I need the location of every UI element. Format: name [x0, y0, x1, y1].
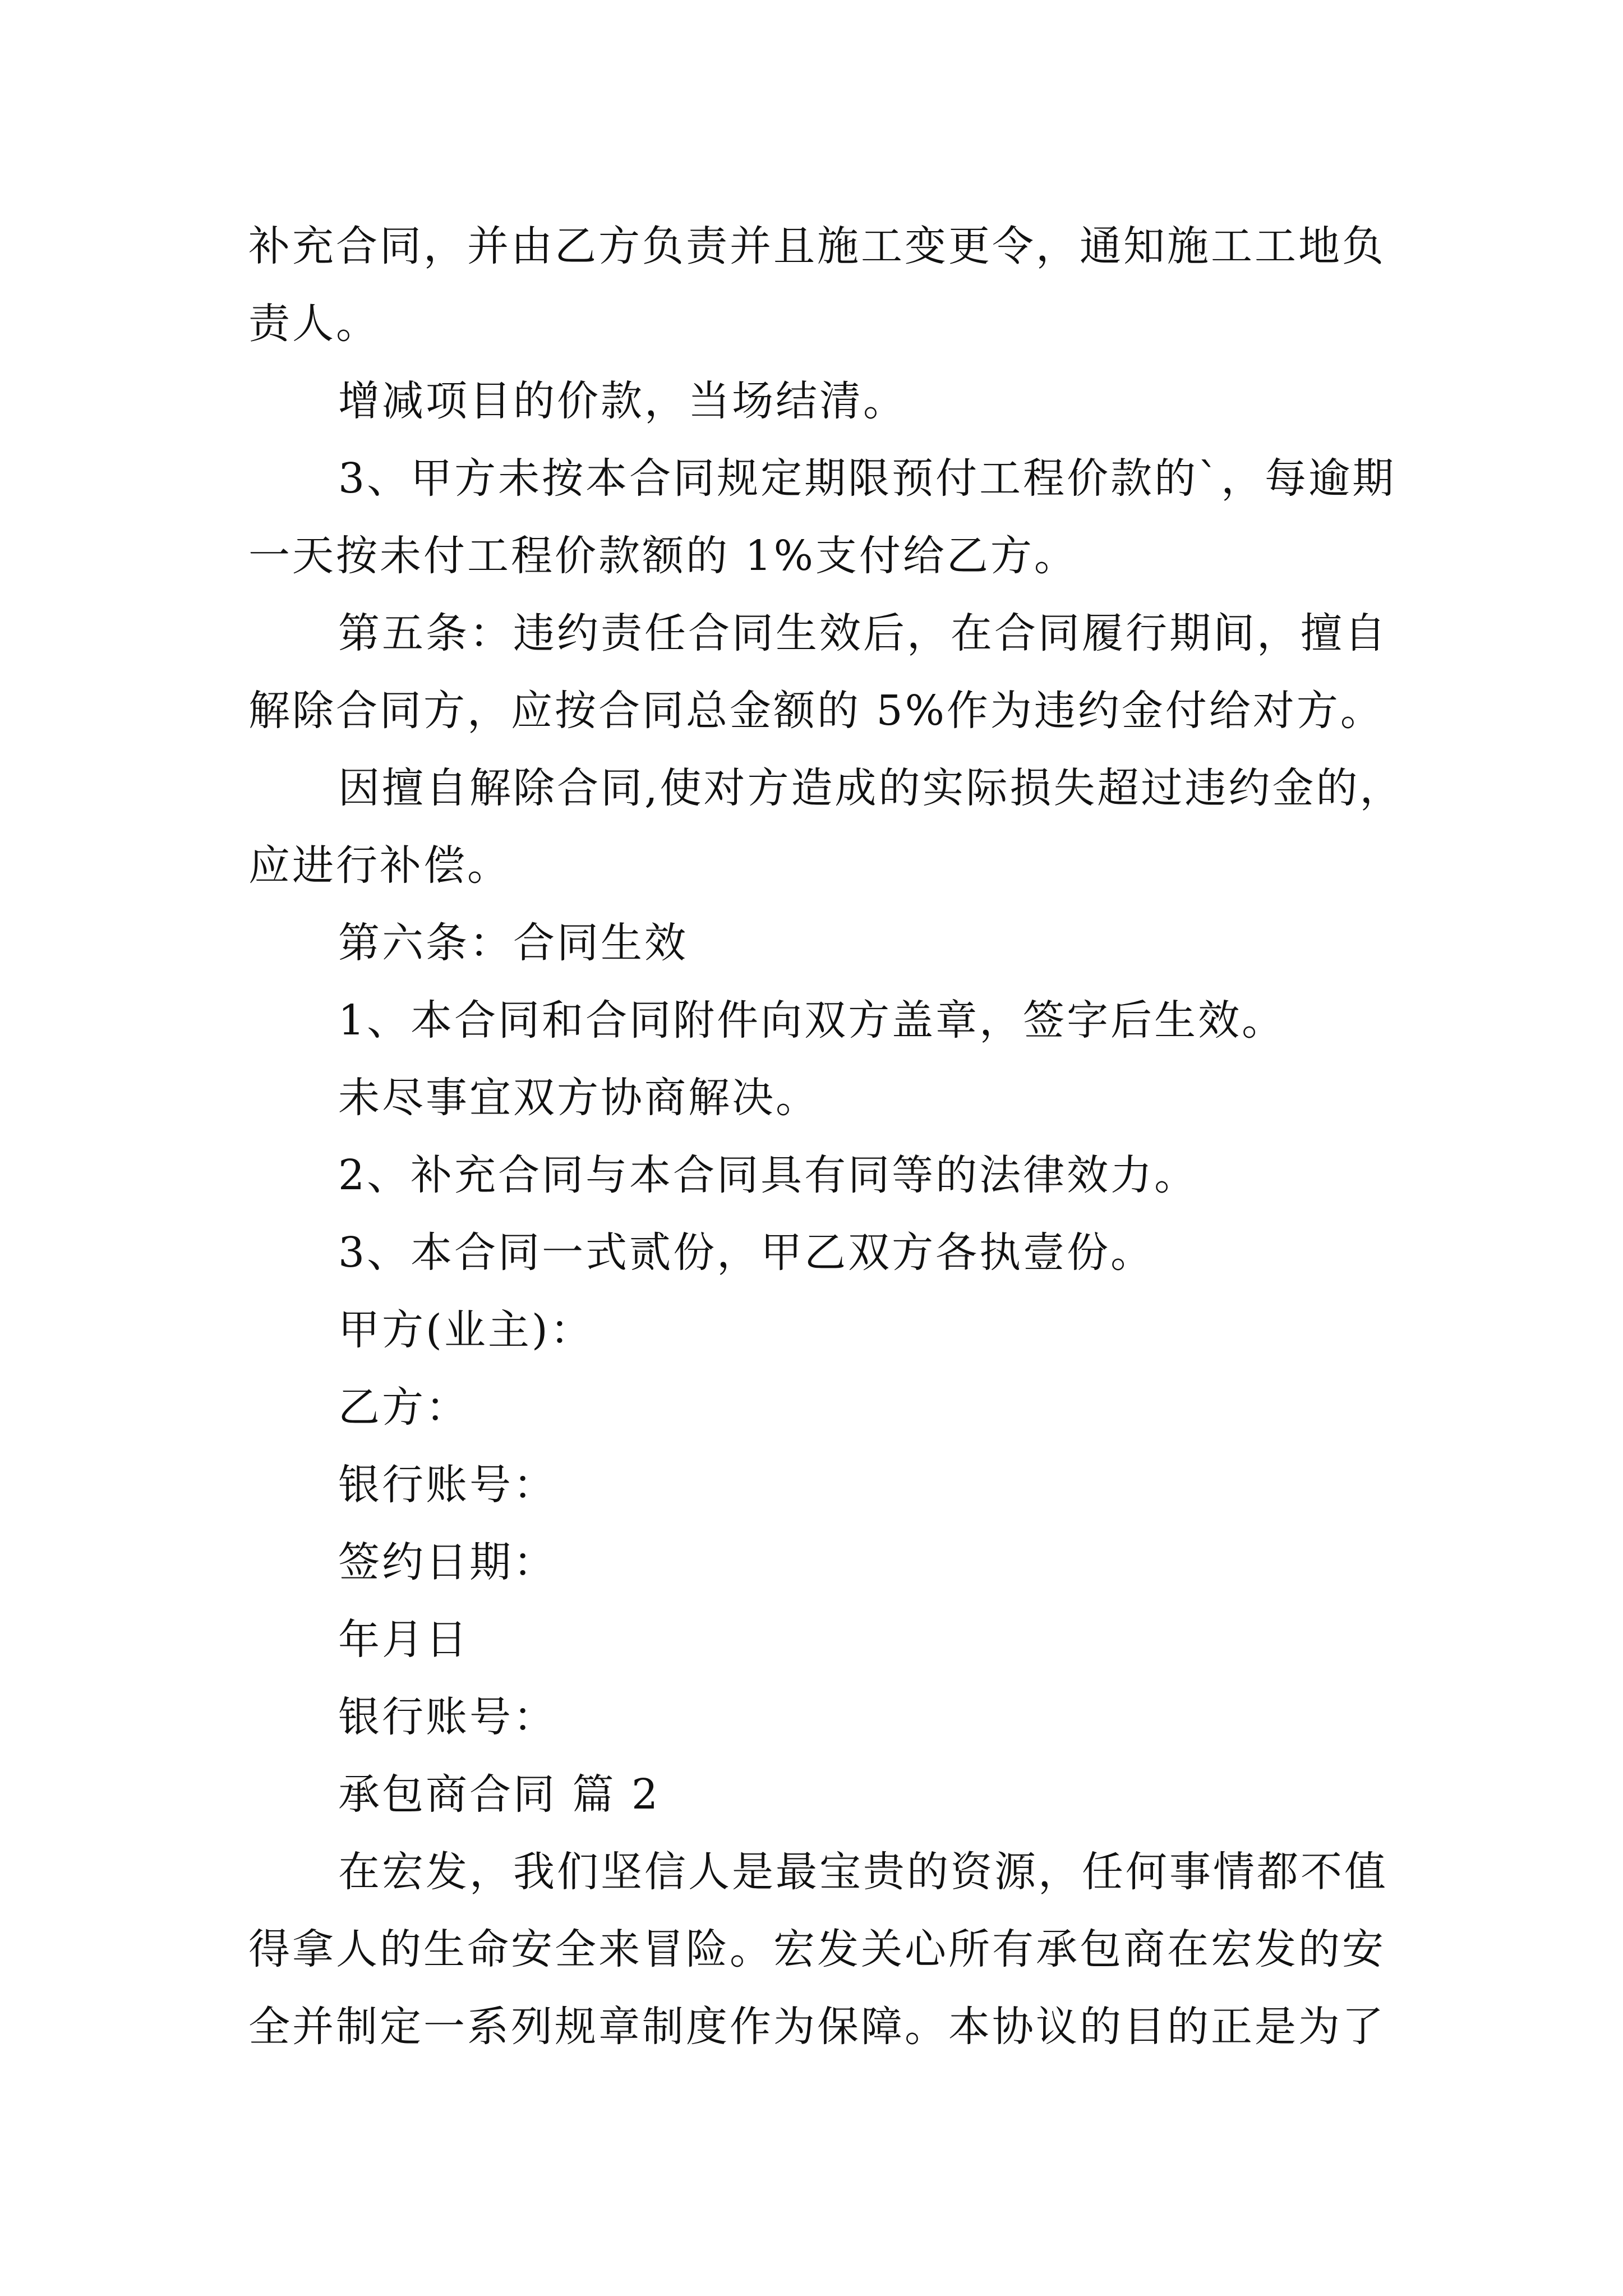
text-line: 2、补充合同与本合同具有同等的法律效力。: [338, 1151, 1198, 1199]
text-line: 第五条：违约责任合同生效后，在合同履行期间，擅自: [338, 609, 1388, 657]
section-title: 承包商合同 篇 2: [338, 1770, 661, 1819]
signature-field-party-a: 甲方(业主)：: [338, 1306, 594, 1354]
text-line: 因擅自解除合同,使对方造成的实际损失超过违约金的，: [338, 764, 1404, 812]
text-line: 1、本合同和合同附件向双方盖章，签字后生效。: [338, 996, 1286, 1045]
bank-account-field: 银行账号：: [338, 1461, 557, 1509]
text-line: 解除合同方，应按合同总金额的 5%作为违约金付给对方。: [248, 687, 1384, 735]
text-line: 3、甲方未按本合同规定期限预付工程价款的`，每逾期: [338, 454, 1396, 503]
text-line: 责人。: [248, 300, 380, 348]
text-line: 全并制定一系列规章制度作为保障。本协议的目的正是为了: [248, 2003, 1386, 2051]
section-heading: 第六条：合同生效: [338, 919, 688, 967]
text-line: 未尽事宜双方协商解决。: [338, 1074, 819, 1122]
text-line: 补充合同，并由乙方负责并且施工变更令，通知施工工地负: [248, 222, 1386, 270]
text-line: 增减项目的价款，当场结清。: [338, 377, 907, 425]
date-field: 年月日: [338, 1616, 469, 1664]
text-line: 3、本合同一式贰份，甲乙双方各执壹份。: [338, 1228, 1155, 1277]
signing-date-field: 签约日期：: [338, 1538, 557, 1586]
signature-field-party-b: 乙方：: [338, 1383, 469, 1432]
text-line: 一天按未付工程价款额的 1%支付给乙方。: [248, 532, 1078, 580]
text-line: 在宏发，我们坚信人是最宝贵的资源，任何事情都不值: [338, 1848, 1388, 1896]
document-body: [248, 208, 1404, 2065]
text-line: 得拿人的生命安全来冒险。宏发关心所有承包商在宏发的安: [248, 1925, 1386, 1973]
bank-account-field: 银行账号：: [338, 1693, 557, 1741]
text-line: 应进行补偿。: [248, 841, 511, 890]
